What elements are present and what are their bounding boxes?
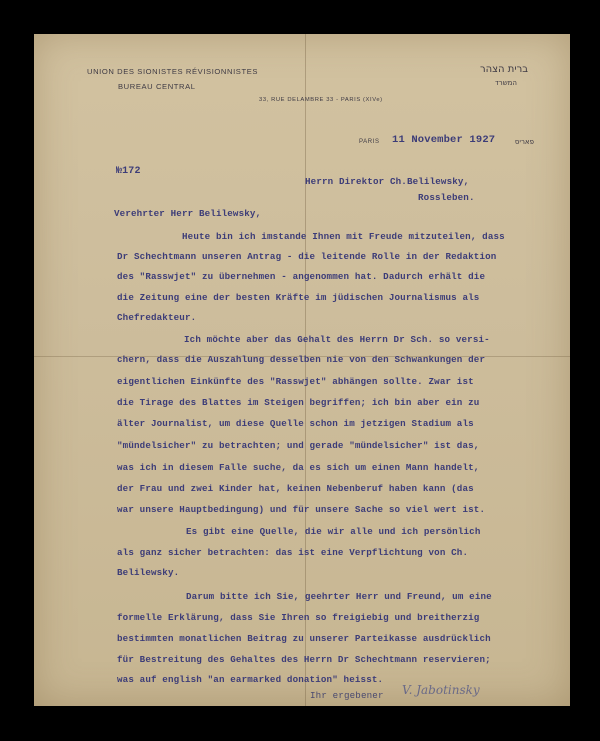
body-line: für Bestreitung des Gehaltes des Herrn Dr Schechtmann reservieren;: [117, 654, 491, 665]
salutation: Verehrter Herr Belilewsky,: [114, 208, 262, 219]
body-line: was auf english "an earmarked donation" heisst.: [117, 674, 384, 685]
body-line: Belilewsky.: [117, 567, 180, 578]
recipient-city: Rossleben.: [418, 192, 475, 203]
letterhead-hebrew-subtitle: המשרד: [494, 79, 517, 87]
body-line: bestimmten monatlichen Beitrag zu unserer Parteikasse ausdrücklich: [117, 633, 491, 644]
letterhead-hebrew-title: ברית הצהר: [479, 64, 528, 75]
body-line: Dr Schechtmann unseren Antrag - die leitende Rolle in der Redaktion: [117, 251, 497, 262]
body-line: Chefredakteur.: [117, 312, 197, 323]
reference-number: №172: [116, 166, 141, 177]
fold-crease-vertical: [305, 34, 306, 706]
body-line: Darum bitte ich Sie, geehrter Herr und Freund, um eine: [186, 591, 492, 602]
body-line: chern, dass die Auszahlung desselben nie von den Schwankungen der: [117, 354, 486, 365]
closing: Ihr ergebener: [310, 690, 384, 701]
body-line: war unsere Hauptbedingung) und für unsere Sache so viel wert ist.: [117, 504, 486, 515]
letterhead-address: 33, RUE DELAMBRE 33 - PARIS (XIVe): [259, 97, 383, 103]
letter-date: 11 November 1927: [392, 134, 496, 146]
signature: V. Jabotinsky: [402, 683, 480, 697]
recipient-name: Herrn Direktor Ch.Belilewsky,: [305, 176, 470, 187]
date-hebrew-paris: פאריס: [514, 138, 534, 146]
body-line: Heute bin ich imstande Ihnen mit Freude mitzuteilen, dass: [182, 231, 505, 242]
body-line: älter Journalist, um diese Quelle schon im jetzigen Stadium als: [117, 418, 474, 429]
body-line: als ganz sicher betrachten: das ist eine Verpflichtung von Ch.: [117, 547, 469, 558]
body-line: was ich in diesem Falle suche, da es sich um einen Mann handelt,: [117, 462, 480, 473]
body-line: "mündelsicher" zu betrachten; und gerade "mündelsicher" ist das,: [117, 440, 480, 451]
body-line: Ich möchte aber das Gehalt des Herrn Dr Sch. so versi-: [184, 334, 490, 345]
body-line: des "Rasswjet" zu übernehmen - angenommen hat. Dadurch erhält die: [117, 271, 486, 282]
body-line: die Zeitung eine der besten Kräfte im jüdischen Journalismus als: [117, 292, 480, 303]
body-line: formelle Erklärung, dass Sie Ihren so freigiebig und breitherzig: [117, 612, 480, 623]
body-line: eigentlichen Einkünfte des "Rasswjet" abhängen sollte. Zwar ist: [117, 376, 474, 387]
body-line: Es gibt eine Quelle, die wir alle und ich persönlich: [186, 526, 481, 537]
body-line: die Tirage des Blattes im Steigen begriffen; ich bin aber ein zu: [117, 397, 480, 408]
letterhead-org-name: UNION DES SIONISTES RÉVISIONNISTES: [87, 67, 259, 76]
letterhead-bureau: BUREAU CENTRAL: [118, 82, 196, 91]
date-paris-label: PARIS: [359, 139, 380, 145]
body-line: der Frau und zwei Kinder hat, keinen Nebenberuf haben kann (das: [117, 483, 474, 494]
